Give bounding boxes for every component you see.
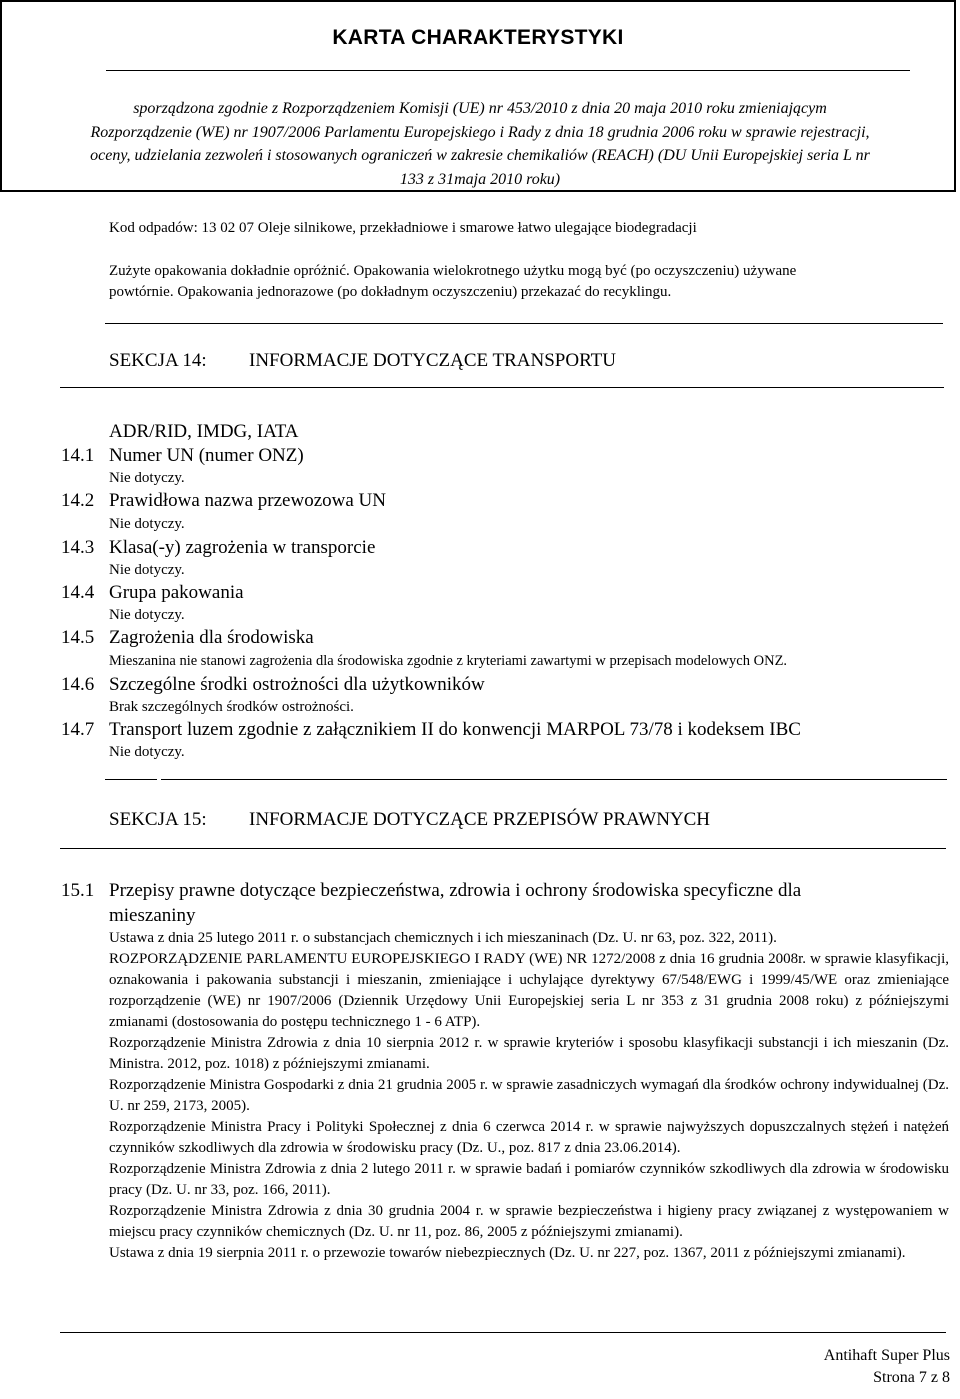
subsection-value: Nie dotyczy. [109, 562, 185, 578]
subsection-14-2 [61, 490, 386, 512]
subsection-title: Zagrożenia dla środowiska [109, 627, 314, 648]
divider [161, 779, 947, 780]
subsection-14-5 [61, 627, 314, 649]
divider [105, 779, 157, 780]
divider [60, 1332, 946, 1333]
subsection-title: Numer UN (numer ONZ) [109, 445, 304, 466]
regulations-list [109, 928, 949, 1264]
section-number: SEKCJA 14: [109, 350, 207, 371]
section-number: SEKCJA 15: [109, 809, 207, 830]
regulation-item: Rozporządzenie Ministra Zdrowia z dnia 10 sierpnia 2012 r. w sprawie kryteriów i sposobu klasyfikacji substancji i ich mieszanin (Dz. Ministra. 2012, poz. 1018) z późniejszymi zmianami. [109, 1035, 949, 1072]
subsection-number: 14.4 [61, 582, 95, 603]
subsection-number: 14.1 [61, 445, 95, 466]
document-title: KARTA CHARAKTERYSTYKI [332, 26, 624, 49]
subtitle-line: oceny, udzielania zezwoleń i stosowanych ograniczeń w zakresie chemikaliów (REACH) (DU Unii Europejskiej seria L nr [90, 147, 870, 164]
subsection-title: Prawidłowa nazwa przewozowa UN [109, 490, 386, 511]
subsection-value: Nie dotyczy. [109, 470, 185, 486]
regulation-item: Rozporządzenie Ministra Pracy i Polityki Społecznej z dnia 6 czerwca 2014 r. w sprawie najwyższych dopuszczalnych stężeń i natężeń czynników szkodliwych dla zdrowia w środowisku pracy (Dz. U., poz. 817 z dnia 23.06.2014). [109, 1119, 949, 1156]
section-title: INFORMACJE DOTYCZĄCE TRANSPORTU [249, 350, 616, 371]
regulation-item: Ustawa z dnia 19 sierpnia 2011 r. o przewozie towarów niebezpiecznych (Dz. U. nr 227, poz. 1367, 2011 z późniejszymi zmianami). [109, 1245, 906, 1261]
footer-product-name: Antihaft Super Plus [823, 1347, 950, 1364]
subsection-title: Grupa pakowania [109, 582, 244, 603]
divider [60, 387, 944, 388]
transport-modes: ADR/RID, IMDG, IATA [109, 421, 299, 442]
subsection-number: 14.7 [61, 719, 95, 740]
subsection-number: 15.1 [61, 880, 95, 901]
subsection-value: Nie dotyczy. [109, 744, 185, 760]
regulation-item: Rozporządzenie Ministra Gospodarki z dnia 21 grudnia 2005 r. w sprawie zasadniczych wymagań dla środków ochrony indywidualnej (Dz. U. nr 259, 2173, 2005). [109, 1077, 949, 1114]
subsection-value: Mieszanina nie stanowi zagrożenia dla środowiska zgodnie z kryteriami zawartymi w przepisach modelowych ONZ. [109, 653, 788, 669]
divider [105, 323, 943, 324]
subsection-number: 14.6 [61, 674, 95, 695]
regulation-item: ROZPORZĄDZENIE PARLAMENTU EUROPEJSKIEGO I RADY (WE) NR 1272/2008 z dnia 16 grudnia 2008r. w sprawie klasyfikacji, oznakowania i pakowania substancji i mieszanin, zmieniające i uchylające dyrektywy 67/548/EWG i 1999/45/WE oraz zmieniające rozporządzenie (WE) nr 1907/2006 (Dziennik Urzędowy Unii Europejskiej seria L nr 353 z 31 grudnia 2008 roku) z późniejszymi zmianami (dostosowania do postępu technicznego 1 - 6 ATP). [109, 951, 949, 1030]
subsection-value: Nie dotyczy. [109, 607, 185, 623]
subsection-value: Nie dotyczy. [109, 516, 185, 532]
section-14-heading [109, 350, 616, 372]
subsection-14-6 [61, 674, 485, 696]
regulation-item: Rozporządzenie Ministra Zdrowia z dnia 2 lutego 2011 r. w sprawie badań i pomiarów czynników szkodliwych dla zdrowia w środowisku pracy (Dz. U. nr 33, poz. 166, 2011). [109, 1161, 949, 1198]
subsection-title: Przepisy prawne dotyczące bezpieczeństwa, zdrowia i ochrony środowiska specyficzne dla [109, 880, 802, 901]
divider [60, 848, 946, 849]
section-title: INFORMACJE DOTYCZĄCE PRZEPISÓW PRAWNYCH [249, 809, 711, 830]
subsection-number: 14.3 [61, 537, 95, 558]
section-15-heading [109, 809, 710, 831]
subsection-value: Brak szczególnych środków ostrożności. [109, 699, 354, 715]
regulation-item: Ustawa z dnia 25 lutego 2011 r. o substancjach chemicznych i ich mieszaninach (Dz. U. nr 63, poz. 322, 2011). [109, 930, 777, 946]
subsection-title-continued: mieszaniny [109, 905, 196, 926]
subsection-14-1 [61, 445, 304, 467]
packaging-instructions: powtórnie. Opakowania jednorazowe (po dokładnym oczyszczeniu) przekazać do recyklingu. [109, 284, 672, 300]
subsection-title: Transport luzem zgodnie z załącznikiem II do konwencji MARPOL 73/78 i kodeksem IBC [109, 719, 801, 740]
subtitle-line: sporządzona zgodnie z Rozporządzeniem Komisji (UE) nr 453/2010 z dnia 20 maja 2010 roku zmieniającym [133, 100, 827, 117]
regulation-item: Rozporządzenie Ministra Zdrowia z dnia 30 grudnia 2004 r. w sprawie bezpieczeństwa i higieny pracy związanej z występowaniem w miejscu pracy czynników chemicznych (Dz. U. nr 11, poz. 86, 2005 z późniejszymi zmianami). [109, 1203, 949, 1240]
subsection-number: 14.5 [61, 627, 95, 648]
subsection-15-1 [61, 880, 801, 902]
packaging-instructions: Zużyte opakowania dokładnie opróżnić. Opakowania wielokrotnego użytku mogą być (po oczyszczeniu) używane [109, 263, 797, 279]
subsection-title: Klasa(-y) zagrożenia w transporcie [109, 537, 376, 558]
waste-code: Kod odpadów: 13 02 07 Oleje silnikowe, przekładniowe i smarowe łatwo ulegające biodegradacji [109, 220, 697, 236]
subtitle-line: 133 z 31maja 2010 roku) [399, 170, 561, 188]
subsection-title: Szczególne środki ostrożności dla użytkowników [109, 674, 485, 695]
subsection-14-4 [61, 582, 244, 604]
footer-page-number: Strona 7 z 8 [873, 1369, 950, 1386]
subsection-14-3 [61, 537, 375, 559]
subsection-14-7 [61, 719, 801, 741]
subtitle-line: Rozporządzenie (WE) nr 1907/2006 Parlamentu Europejskiego i Rady z dnia 18 grudnia 2006 roku w sprawie rejestracji, [90, 123, 870, 141]
subsection-number: 14.2 [61, 490, 95, 511]
